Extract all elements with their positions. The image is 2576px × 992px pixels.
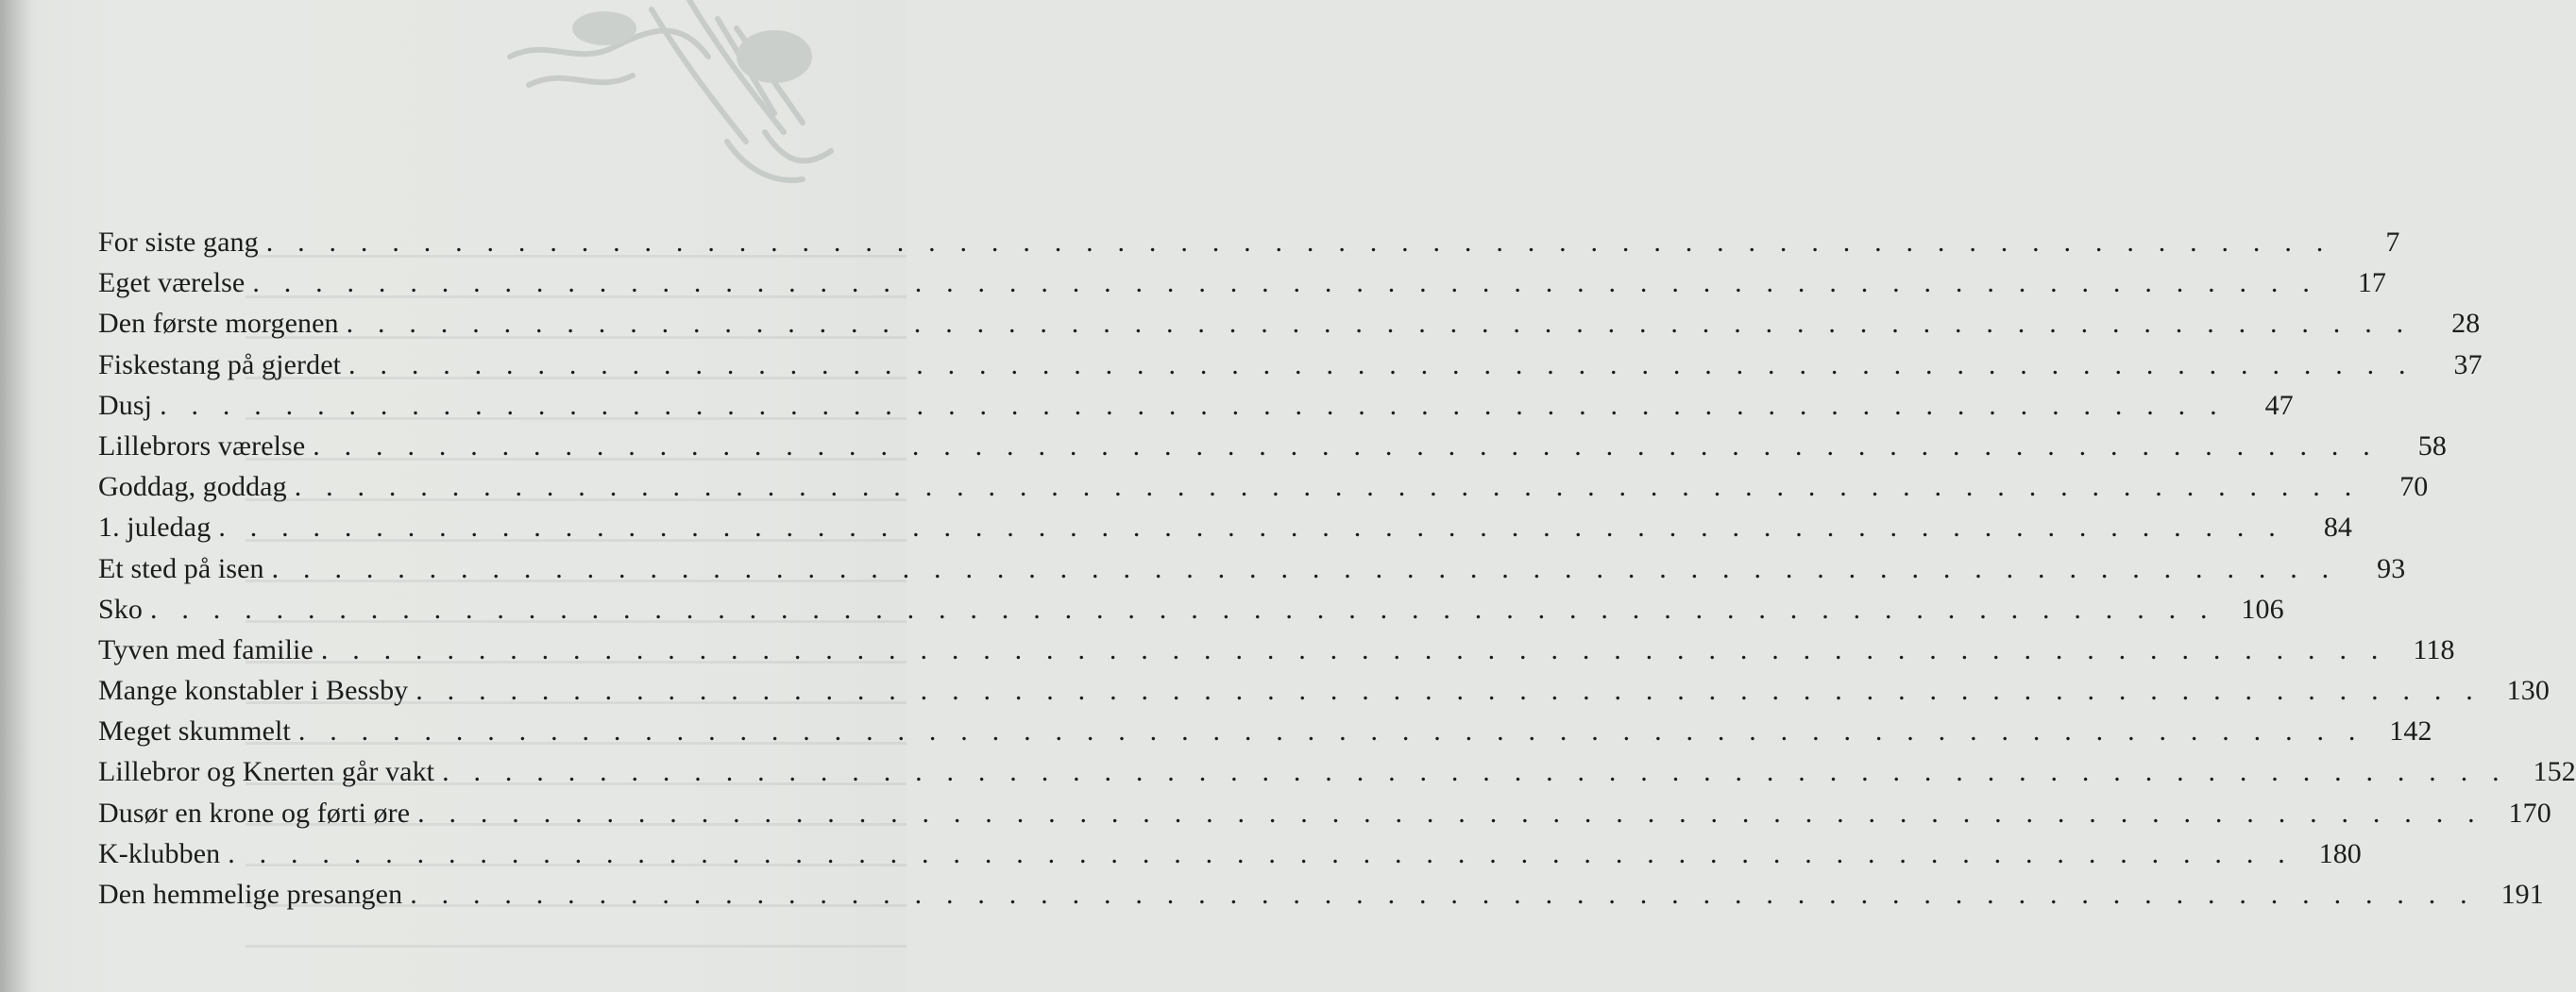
toc-entry-page: 191	[2500, 879, 2544, 910]
toc-entry-page: 170	[2508, 797, 2551, 829]
toc-entry-page: 142	[2389, 715, 2432, 748]
toc-entry	[98, 756, 2576, 797]
spine-shadow	[0, 0, 32, 992]
toc-entry	[98, 348, 2483, 390]
toc-entry-page: 17	[2357, 267, 2387, 299]
toc-entry-page: 118	[2413, 633, 2455, 665]
toc-entry	[98, 552, 2406, 594]
toc-dot-leader: . . . . . . . . . . . . . . . . . . . . . . . . . . . . . . . . . . . . . . . . . . . . . . . . . . . . . . . . . . . . . . . . . .	[150, 593, 2216, 625]
toc-entry	[98, 715, 2432, 756]
toc-entry	[98, 227, 2400, 267]
toc-entry-page: 180	[2318, 837, 2362, 869]
toc-entry	[98, 593, 2284, 634]
toc-entry-title: Mange konstabler i Bessby	[98, 675, 409, 707]
toc-dot-leader: . . . . . . . . . . . . . . . . . . . . . . . . . . . . . . . . . . . . . . . . . . . . . . . . . . . . . . . . . . . . . . . . . .	[313, 429, 2379, 462]
toc-entry	[98, 267, 2387, 308]
toc-entry-page: 58	[2417, 429, 2447, 462]
toc-entry-title: Dusj	[98, 389, 153, 421]
toc-entry	[98, 308, 2481, 348]
toc-entry-page: 152	[2533, 756, 2576, 788]
faded-illustration	[491, 0, 850, 189]
toc-entry-title: 1. juledag	[98, 512, 212, 544]
toc-entry	[98, 633, 2455, 675]
toc-entry-page: 130	[2506, 675, 2550, 707]
toc-entry-title: Eget værelse	[98, 267, 246, 299]
toc-dot-leader: . . . . . . . . . . . . . . . . . . . . . . . . . . . . . . . . . . . . . . . . . . . . . . . . . . . . . . . . . . . . . . . . . .	[218, 512, 2285, 544]
toc-entry-title: Fiskestang på gjerdet	[98, 348, 342, 380]
toc-dot-leader: . . . . . . . . . . . . . . . . . . . . . . . . . . . . . . . . . . . . . . . . . . . . . . . . . . . . . . . . . . . . . . . . . .	[228, 837, 2294, 869]
toc-entry-page: 93	[2377, 552, 2406, 584]
toc-entry-page: 106	[2241, 593, 2284, 625]
toc-dot-leader: . . . . . . . . . . . . . . . . . . . . . . . . . . . . . . . . . . . . . . . . . . . . . . . . . . . . . . . . . . . . . . . . . .	[271, 552, 2338, 584]
toc-dot-leader: . . . . . . . . . . . . . . . . . . . . . . . . . . . . . . . . . . . . . . . . . . . . . . . . . . . . . . . . . . . . . . . . . .	[442, 756, 2508, 788]
toc-dot-leader: . . . . . . . . . . . . . . . . . . . . . . . . . . . . . . . . . . . . . . . . . . . . . . . . . . . . . . . . . . . . . . . . . .	[320, 633, 2387, 665]
toc-dot-leader: . . . . . . . . . . . . . . . . . . . . . . . . . . . . . . . . . . . . . . . . . . . . . . . . . . . . . . . . . . . . . . . . . .	[252, 267, 2319, 299]
toc-entry-title: Den første morgenen	[98, 308, 339, 340]
toc-entry-title: Et sted på isen	[98, 552, 264, 584]
toc-entry	[98, 675, 2550, 715]
toc-entry-title: Den hemmelige presangen	[98, 879, 403, 910]
toc-entry	[98, 512, 2353, 552]
toc-dot-leader: . . . . . . . . . . . . . . . . . . . . . . . . . . . . . . . . . . . . . . . . . . . . . . . . . . . . . . . . . . . . . . . . . .	[348, 348, 2415, 380]
toc-dot-leader: . . . . . . . . . . . . . . . . . . . . . . . . . . . . . . . . . . . . . . . . . . . . . . . . . . . . . . . . . . . . . . . . . .	[294, 471, 2361, 503]
toc-dot-leader: . . . . . . . . . . . . . . . . . . . . . . . . . . . . . . . . . . . . . . . . . . . . . . . . . . . . . . . . . . . . . . . . . .	[417, 797, 2483, 829]
toc-entry	[98, 837, 2362, 879]
toc-entry	[98, 389, 2294, 430]
toc-entry	[98, 797, 2551, 838]
toc-dot-leader: . . . . . . . . . . . . . . . . . . . . . . . . . . . . . . . . . . . . . . . . . . . . . . . . . . . . . . . . . . . . . . . . . .	[346, 308, 2413, 340]
toc-dot-leader: . . . . . . . . . . . . . . . . . . . . . . . . . . . . . . . . . . . . . . . . . . . . . . . . . . . . . . . . . . . . . . . . . .	[265, 227, 2332, 258]
toc-entry-title: Lillebrors værelse	[98, 429, 306, 462]
toc-entry-page: 84	[2323, 512, 2353, 544]
toc-entry-page: 7	[2385, 227, 2400, 258]
toc-entry-title: Lillebror og Knerten går vakt	[98, 756, 435, 788]
toc-entry-title: Sko	[98, 593, 143, 625]
toc-entry-page: 47	[2264, 389, 2294, 421]
toc-entry-title: For siste gang	[98, 227, 259, 258]
toc-dot-leader: . . . . . . . . . . . . . . . . . . . . . . . . . . . . . . . . . . . . . . . . . . . . . . . . . . . . . . . . . . . . . . . . . .	[410, 879, 2476, 910]
toc-entry-page: 28	[2451, 308, 2481, 340]
toc-entry	[98, 471, 2429, 512]
toc-entry-title: Goddag, goddag	[98, 471, 287, 503]
toc-entry-title: Tyven med familie	[98, 633, 314, 665]
toc-entry-title: K-klubben	[98, 837, 221, 869]
toc-entry-page: 37	[2453, 348, 2483, 380]
toc-entry	[98, 879, 2544, 919]
toc-dot-leader: . . . . . . . . . . . . . . . . . . . . . . . . . . . . . . . . . . . . . . . . . . . . . . . . . . . . . . . . . . . . . . . . . .	[415, 675, 2482, 707]
toc-entry-title: Meget skummelt	[98, 715, 291, 748]
toc-dot-leader: . . . . . . . . . . . . . . . . . . . . . . . . . . . . . . . . . . . . . . . . . . . . . . . . . . . . . . . . . . . . . . . . . .	[160, 389, 2226, 421]
toc-entry-title: Dusør en krone og førti øre	[98, 797, 411, 829]
table-of-contents	[98, 227, 2576, 919]
toc-entry-page: 70	[2399, 471, 2429, 503]
toc-entry	[98, 429, 2447, 471]
toc-dot-leader: . . . . . . . . . . . . . . . . . . . . . . . . . . . . . . . . . . . . . . . . . . . . . . . . . . . . . . . . . . . . . . . . . .	[297, 715, 2364, 748]
